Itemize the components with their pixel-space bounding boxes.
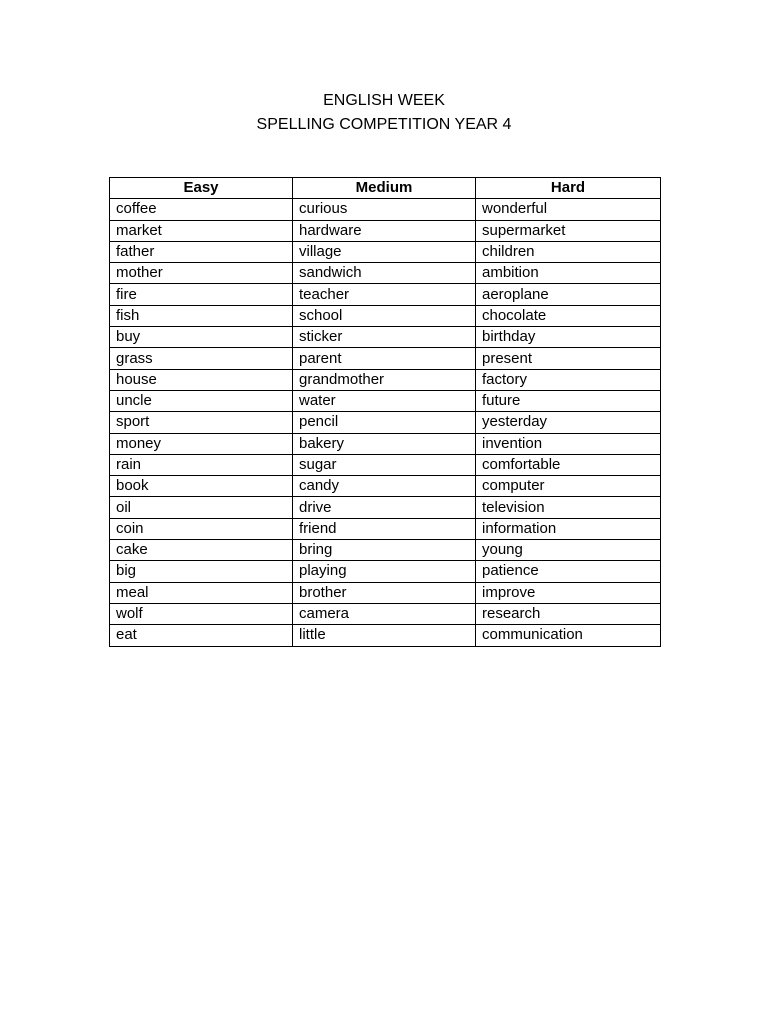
word-cell-medium: water	[293, 390, 476, 411]
word-cell-easy: house	[110, 369, 293, 390]
table-row	[110, 412, 661, 433]
word-cell-medium: drive	[293, 497, 476, 518]
table-row	[110, 390, 661, 411]
header-row	[110, 178, 661, 199]
word-cell-easy: meal	[110, 582, 293, 603]
word-cell-medium: hardware	[293, 220, 476, 241]
table-row	[110, 433, 661, 454]
word-cell-hard: improve	[476, 582, 661, 603]
word-cell-easy: oil	[110, 497, 293, 518]
word-cell-medium: parent	[293, 348, 476, 369]
header-medium: Medium	[293, 178, 476, 199]
table-row	[110, 561, 661, 582]
word-cell-hard: chocolate	[476, 305, 661, 326]
word-cell-hard: present	[476, 348, 661, 369]
word-cell-hard: research	[476, 603, 661, 624]
table-row	[110, 540, 661, 561]
word-cell-medium: grandmother	[293, 369, 476, 390]
word-cell-medium: sandwich	[293, 263, 476, 284]
word-cell-medium: pencil	[293, 412, 476, 433]
table-header	[110, 178, 661, 199]
word-cell-hard: factory	[476, 369, 661, 390]
table-row	[110, 348, 661, 369]
word-cell-hard: aeroplane	[476, 284, 661, 305]
word-cell-hard: comfortable	[476, 454, 661, 475]
word-cell-hard: communication	[476, 625, 661, 646]
table-row	[110, 199, 661, 220]
word-cell-medium: brother	[293, 582, 476, 603]
table-row	[110, 241, 661, 262]
word-cell-hard: young	[476, 540, 661, 561]
word-cell-hard: birthday	[476, 327, 661, 348]
word-cell-medium: curious	[293, 199, 476, 220]
word-cell-easy: mother	[110, 263, 293, 284]
word-cell-medium: village	[293, 241, 476, 262]
word-cell-medium: bakery	[293, 433, 476, 454]
word-cell-easy: coin	[110, 518, 293, 539]
table-row	[110, 220, 661, 241]
word-cell-medium: friend	[293, 518, 476, 539]
table-row	[110, 454, 661, 475]
table-row	[110, 582, 661, 603]
word-cell-hard: future	[476, 390, 661, 411]
word-cell-medium: candy	[293, 476, 476, 497]
word-cell-hard: television	[476, 497, 661, 518]
word-cell-medium: little	[293, 625, 476, 646]
word-cell-hard: computer	[476, 476, 661, 497]
table-row	[110, 476, 661, 497]
word-cell-easy: sport	[110, 412, 293, 433]
document-title: ENGLISH WEEK	[323, 92, 445, 109]
word-cell-hard: children	[476, 241, 661, 262]
word-cell-easy: wolf	[110, 603, 293, 624]
word-cell-hard: wonderful	[476, 199, 661, 220]
table-row	[110, 625, 661, 646]
word-cell-easy: cake	[110, 540, 293, 561]
word-cell-medium: sugar	[293, 454, 476, 475]
word-cell-easy: big	[110, 561, 293, 582]
table-row	[110, 497, 661, 518]
table-row	[110, 518, 661, 539]
word-cell-medium: teacher	[293, 284, 476, 305]
table-body	[110, 199, 661, 646]
document-subtitle: SPELLING COMPETITION YEAR 4	[256, 116, 512, 133]
word-cell-hard: invention	[476, 433, 661, 454]
table-row	[110, 369, 661, 390]
word-cell-medium: bring	[293, 540, 476, 561]
word-cell-hard: supermarket	[476, 220, 661, 241]
word-cell-hard: patience	[476, 561, 661, 582]
table-row	[110, 327, 661, 348]
word-cell-easy: uncle	[110, 390, 293, 411]
word-cell-medium: camera	[293, 603, 476, 624]
word-cell-easy: father	[110, 241, 293, 262]
word-cell-easy: buy	[110, 327, 293, 348]
word-cell-easy: eat	[110, 625, 293, 646]
spelling-word-table	[109, 177, 661, 647]
word-cell-medium: playing	[293, 561, 476, 582]
word-cell-easy: money	[110, 433, 293, 454]
word-cell-easy: fire	[110, 284, 293, 305]
word-cell-easy: market	[110, 220, 293, 241]
word-cell-easy: book	[110, 476, 293, 497]
table-row	[110, 603, 661, 624]
word-cell-hard: information	[476, 518, 661, 539]
document-heading	[0, 89, 768, 137]
header-hard: Hard	[476, 178, 661, 199]
word-cell-easy: fish	[110, 305, 293, 326]
word-cell-hard: yesterday	[476, 412, 661, 433]
word-cell-easy: coffee	[110, 199, 293, 220]
word-cell-easy: rain	[110, 454, 293, 475]
table-row	[110, 263, 661, 284]
word-cell-hard: ambition	[476, 263, 661, 284]
word-cell-medium: school	[293, 305, 476, 326]
table-row	[110, 284, 661, 305]
table-row	[110, 305, 661, 326]
word-cell-easy: grass	[110, 348, 293, 369]
header-easy: Easy	[110, 178, 293, 199]
word-cell-medium: sticker	[293, 327, 476, 348]
